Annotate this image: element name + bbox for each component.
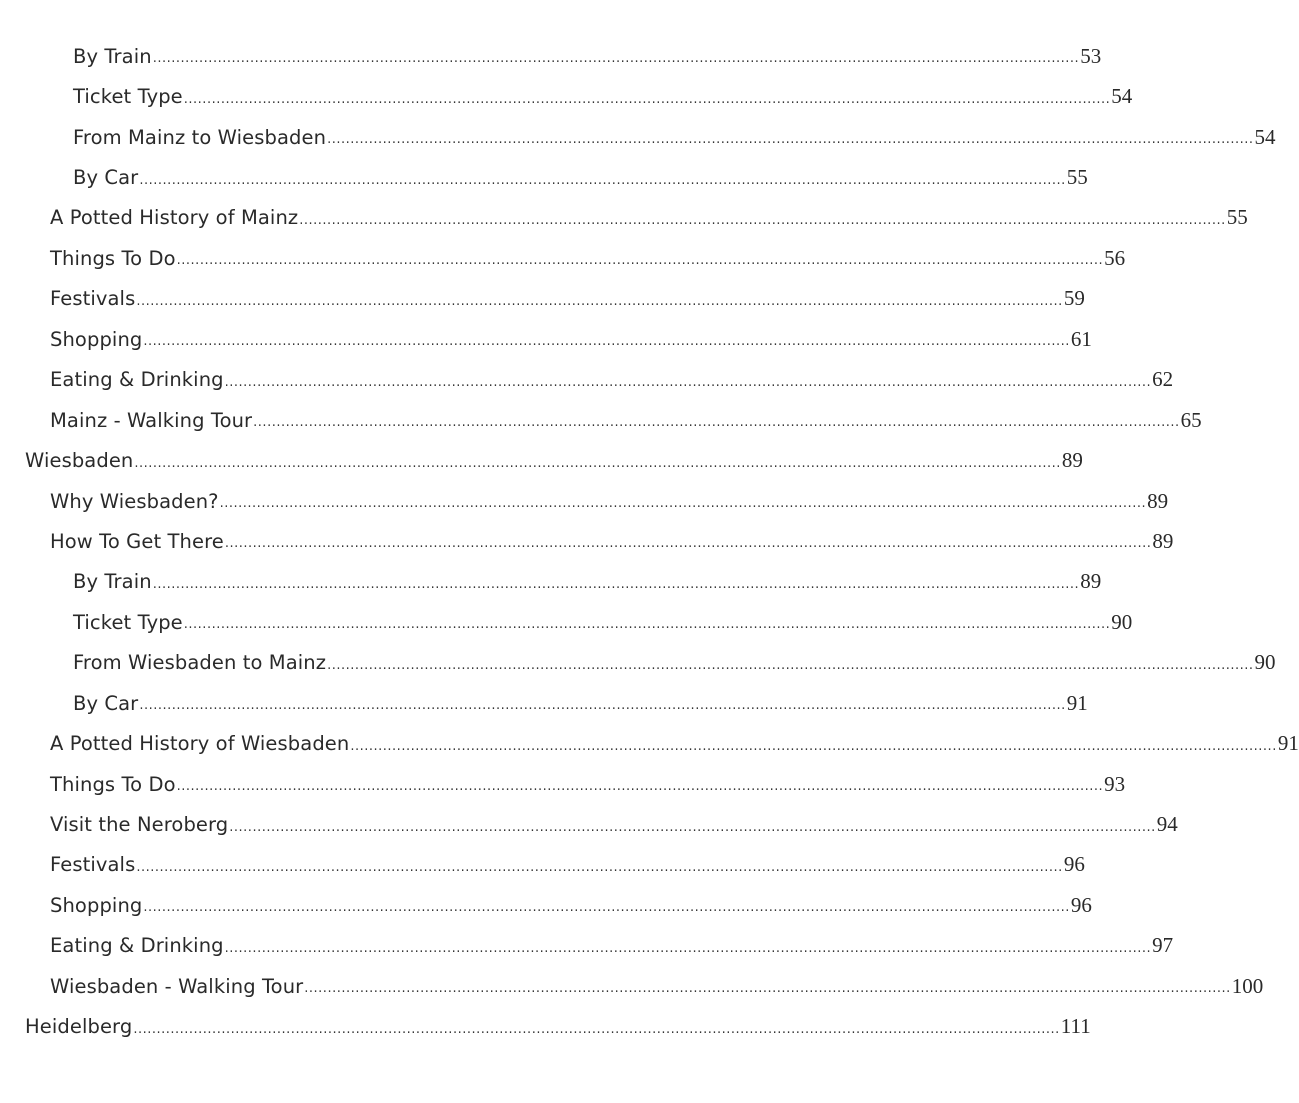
toc-entry-page: 90 [1111,609,1133,634]
toc-entry[interactable] [0,643,1276,683]
toc-entry-page: 111 [1060,1014,1091,1039]
toc-entry-page: 94 [1156,812,1178,837]
dot-leader: ........................................................................................................................................................................................................ [139,172,1066,188]
toc-entry-title: By Car [73,691,139,715]
dot-leader: ........................................................................................................................................................................................................ [176,779,1104,795]
table-of-contents [0,36,1299,1047]
toc-entry[interactable] [0,198,1248,238]
dot-leader: ........................................................................................................................................................................................................ [176,253,1104,269]
toc-entry[interactable] [0,400,1202,440]
toc-entry[interactable] [0,481,1169,521]
toc-entry[interactable] [0,845,1085,885]
toc-entry-page: 55 [1226,205,1248,230]
toc-entry-title: Eating & Drinking [50,368,224,392]
toc-entry-title: Wiesbaden - Walking Tour [50,974,304,998]
dot-leader: ........................................................................................................................................................................................................ [134,455,1061,471]
toc-entry[interactable] [0,117,1276,157]
toc-entry-page: 55 [1066,165,1088,190]
toc-entry-page: 100 [1231,973,1264,998]
dot-leader: ........................................................................................................................................................................................................ [183,91,1111,107]
toc-entry[interactable] [0,157,1088,197]
toc-entry-title: Things To Do [50,772,176,796]
toc-entry-page: 61 [1070,326,1092,351]
toc-entry-page: 54 [1254,124,1276,149]
toc-entry-title: Shopping [50,893,143,917]
toc-entry-page: 54 [1111,84,1133,109]
toc-entry-title: Mainz - Walking Tour [50,408,253,432]
toc-entry-page: 89 [1147,488,1169,513]
toc-entry-title: Festivals [50,287,136,311]
dot-leader: ........................................................................................................................................................................................................ [143,900,1070,916]
toc-entry-page: 62 [1152,367,1174,392]
toc-entry-page: 91 [1277,731,1299,756]
toc-entry[interactable] [0,764,1126,804]
dot-leader: ........................................................................................................................................................................................................ [224,374,1152,390]
toc-entry-page: 91 [1066,690,1088,715]
toc-entry[interactable] [0,360,1174,400]
toc-entry[interactable] [0,319,1092,359]
toc-entry[interactable] [0,683,1088,723]
toc-entry[interactable] [0,602,1133,642]
toc-entry-page: 96 [1063,852,1085,877]
toc-entry[interactable] [0,966,1264,1006]
toc-entry-title: Visit the Neroberg [50,813,229,837]
toc-chapter[interactable] [0,1007,1091,1047]
toc-entry-title: Things To Do [50,246,176,270]
toc-entry-title: From Wiesbaden to Mainz [73,651,327,675]
dot-leader: ........................................................................................................................................................................................................ [224,536,1152,552]
toc-entry-page: 53 [1080,43,1102,68]
toc-entry-title: Ticket Type [73,85,183,109]
toc-entry-title: A Potted History of Mainz [50,206,299,230]
toc-entry-page: 65 [1180,407,1202,432]
toc-entry-page: 96 [1070,892,1092,917]
toc-entry[interactable] [0,521,1174,561]
dot-leader: ........................................................................................................................................................................................................ [350,738,1277,754]
toc-entry-title: From Mainz to Wiesbaden [73,125,327,149]
toc-entry-page: 59 [1063,286,1085,311]
toc-entry-title: Shopping [50,327,143,351]
toc-entry-page: 89 [1061,448,1083,473]
toc-entry-title: How To Get There [50,529,224,553]
toc-entry-title: By Train [73,570,152,594]
toc-entry[interactable] [0,36,1102,76]
toc-entry[interactable] [0,76,1133,116]
dot-leader: ........................................................................................................................................................................................................ [143,334,1070,350]
toc-entry[interactable] [0,885,1092,925]
toc-chapter[interactable] [0,440,1083,480]
toc-entry[interactable] [0,238,1126,278]
toc-entry-title: By Train [73,44,152,68]
dot-leader: ........................................................................................................................................................................................................ [253,415,1180,431]
dot-leader: ........................................................................................................................................................................................................ [299,212,1226,228]
toc-entry-page: 90 [1254,650,1276,675]
dot-leader: ........................................................................................................................................................................................................ [304,981,1231,997]
dot-leader: ........................................................................................................................................................................................................ [183,617,1111,633]
dot-leader: ........................................................................................................................................................................................................ [152,576,1080,592]
dot-leader: ........................................................................................................................................................................................................ [224,940,1152,956]
toc-entry-title: Festivals [50,853,136,877]
toc-entry[interactable] [0,562,1102,602]
toc-entry-title: Eating & Drinking [50,934,224,958]
toc-entry-title: Wiesbaden [25,449,134,473]
toc-entry-page: 97 [1152,933,1174,958]
toc-entry-title: Why Wiesbaden? [50,489,219,513]
dot-leader: ........................................................................................................................................................................................................ [136,293,1063,309]
toc-entry-title: Heidelberg [25,1015,133,1039]
toc-entry-title: A Potted History of Wiesbaden [50,732,350,756]
toc-entry-title: By Car [73,166,139,190]
dot-leader: ........................................................................................................................................................................................................ [219,496,1147,512]
toc-entry-page: 93 [1104,771,1126,796]
toc-entry-title: Ticket Type [73,610,183,634]
dot-leader: ........................................................................................................................................................................................................ [327,657,1254,673]
dot-leader: ........................................................................................................................................................................................................ [327,132,1254,148]
toc-entry-page: 89 [1152,528,1174,553]
dot-leader: ........................................................................................................................................................................................................ [139,698,1066,714]
dot-leader: ........................................................................................................................................................................................................ [136,859,1063,875]
dot-leader: ........................................................................................................................................................................................................ [229,819,1156,835]
toc-entry-page: 89 [1080,569,1102,594]
toc-entry[interactable] [0,279,1085,319]
dot-leader: ........................................................................................................................................................................................................ [152,51,1080,67]
toc-entry[interactable] [0,723,1299,763]
toc-entry[interactable] [0,926,1174,966]
toc-entry-page: 56 [1104,245,1126,270]
dot-leader: ........................................................................................................................................................................................................ [133,1021,1060,1037]
toc-entry[interactable] [0,804,1178,844]
